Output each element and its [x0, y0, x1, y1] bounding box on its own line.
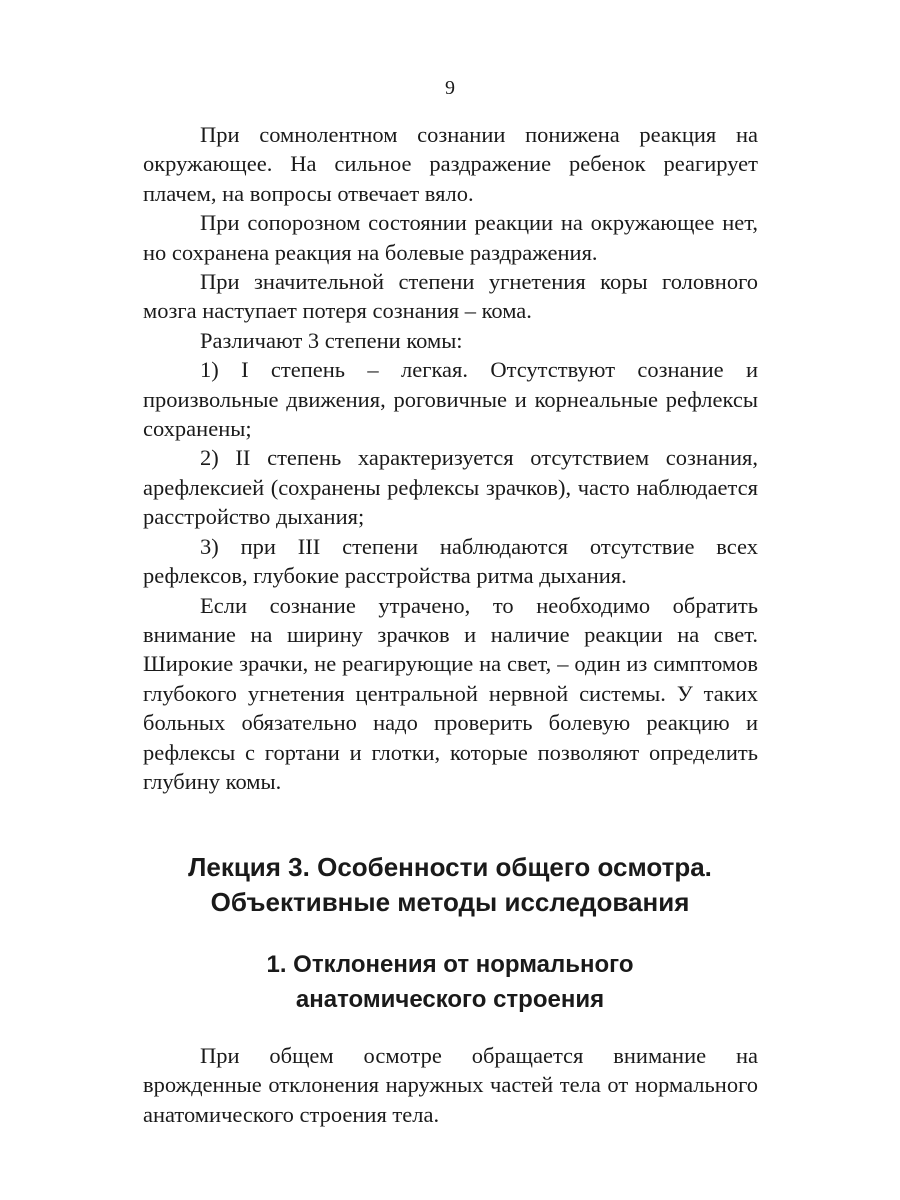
paragraph-sopor: При сопорозном состоянии реакции на окружающее нет, но сохранена реакция на болевые раздражения.	[143, 210, 758, 265]
paragraph-general-exam: При общем осмотре обращается внимание на врожденные отклонения наружных частей тела от нормального анатомического строения тела.	[143, 1043, 758, 1127]
paragraph-coma-degrees: Различают 3 степени комы:	[200, 327, 463, 353]
list-item-degree-1: 1) I степень – легкая. Отсутствуют сознание и произвольные движения, роговичные и корнеальные рефлексы сохранены;	[143, 357, 758, 442]
body-text-bottom	[143, 1041, 758, 1129]
list-item-degree-2: 2) II степень характеризуется отсутствием сознания, арефлексией (сохранены рефлексы зрачков), часто наблюдается расстройство дыхания;	[143, 445, 758, 530]
paragraph-somnolent: При сомнолентном сознании понижена реакция на окружающее. На сильное раздражение ребенок реагирует плачем, на вопросы отвечает вяло.	[143, 122, 758, 206]
lecture-title-line-1: Лекция 3. Особенности общего осмотра.	[188, 852, 712, 882]
section-title-line-2: анатомического строения	[295, 986, 605, 1013]
lecture-title-line-2: Объективные методы исследования	[210, 887, 690, 917]
paragraph-pupils: Если сознание утрачено, то необходимо обратить внимание на ширину зрачков и наличие реакции на свет. Широкие зрачки, не реагирующие на свет, – один из симптомов глубокого угнетения центральной нервной системы. У таких больных обязательно надо проверить болевую реакцию и рефлексы с гортани и глотки, которые позволяют определить глубину комы.	[143, 592, 758, 794]
list-item-degree-3: 3) при III степени наблюдаются отсутствие всех рефлексов, глубокие расстройства ритма дыхания.	[143, 533, 758, 589]
section-title	[120, 947, 780, 1017]
paragraph-coma: При значительной степени угнетения коры головного мозга наступает потеря сознания – кома.	[143, 269, 758, 324]
body-text-top	[143, 120, 758, 796]
section-title-line-1: 1. Отклонения от нормального	[266, 951, 634, 978]
lecture-title	[120, 850, 780, 920]
page-number: 9	[445, 77, 455, 99]
